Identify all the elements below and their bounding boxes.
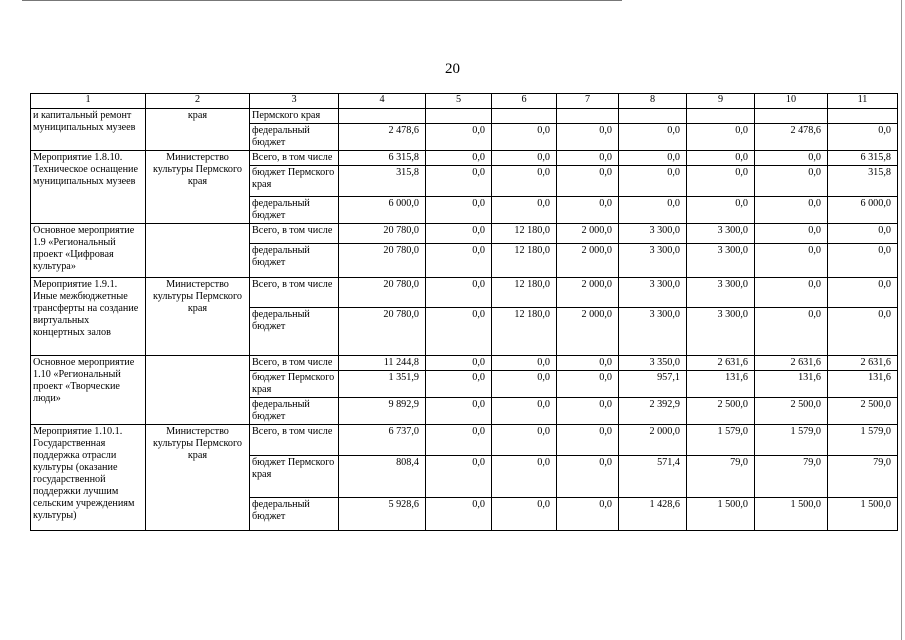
value-cell: 1 500,0 [687, 498, 755, 531]
value-cell [755, 109, 828, 124]
value-cell: 2 631,6 [828, 356, 898, 371]
value-cell: 0,0 [492, 356, 557, 371]
value-cell: 0,0 [755, 224, 828, 244]
executor-cell: Министерство культуры Пермского края [146, 425, 250, 531]
value-cell: 2 392,9 [619, 398, 687, 425]
value-cell: 20 780,0 [339, 278, 426, 308]
value-cell: 1 351,9 [339, 371, 426, 398]
value-cell: 0,0 [492, 456, 557, 498]
funding-source-cell: Пермского края [250, 109, 339, 124]
value-cell: 0,0 [492, 151, 557, 166]
value-cell: 0,0 [557, 398, 619, 425]
value-cell: 0,0 [426, 278, 492, 308]
value-cell: 0,0 [828, 278, 898, 308]
value-cell: 79,0 [755, 456, 828, 498]
value-cell: 2 631,6 [755, 356, 828, 371]
value-cell: 0,0 [557, 498, 619, 531]
scan-right-edge [901, 0, 902, 640]
value-cell: 0,0 [426, 124, 492, 151]
value-cell: 0,0 [557, 425, 619, 456]
value-cell: 2 000,0 [557, 224, 619, 244]
value-cell: 0,0 [557, 166, 619, 197]
funding-source-cell: федеральный бюджет [250, 124, 339, 151]
column-header: 4 [339, 94, 426, 109]
value-cell: 0,0 [755, 197, 828, 224]
event-name-cell: Основное мероприятие 1.10 «Региональный проект «Творческие люди» [31, 356, 146, 425]
value-cell: 0,0 [492, 197, 557, 224]
column-header: 2 [146, 94, 250, 109]
event-name-cell: Мероприятие 1.8.10. Техническое оснащение муниципальных музеев [31, 151, 146, 224]
value-cell: 20 780,0 [339, 244, 426, 278]
value-cell: 0,0 [426, 398, 492, 425]
value-cell: 0,0 [687, 124, 755, 151]
value-cell: 0,0 [619, 124, 687, 151]
value-cell [492, 109, 557, 124]
value-cell: 2 500,0 [828, 398, 898, 425]
table-row [31, 151, 898, 166]
value-cell: 0,0 [426, 197, 492, 224]
value-cell [426, 109, 492, 124]
value-cell: 0,0 [426, 308, 492, 356]
value-cell: 2 500,0 [687, 398, 755, 425]
funding-source-cell: федеральный бюджет [250, 244, 339, 278]
value-cell: 0,0 [687, 151, 755, 166]
funding-source-cell: бюджет Пермского края [250, 371, 339, 398]
value-cell: 808,4 [339, 456, 426, 498]
value-cell: 6 315,8 [339, 151, 426, 166]
value-cell: 0,0 [492, 371, 557, 398]
value-cell: 1 579,0 [687, 425, 755, 456]
value-cell: 0,0 [426, 371, 492, 398]
value-cell: 0,0 [426, 498, 492, 531]
value-cell [557, 109, 619, 124]
value-cell: 12 180,0 [492, 244, 557, 278]
value-cell: 6 315,8 [828, 151, 898, 166]
value-cell: 3 300,0 [619, 308, 687, 356]
value-cell: 11 244,8 [339, 356, 426, 371]
value-cell: 0,0 [557, 197, 619, 224]
scan-top-edge [22, 0, 622, 1]
value-cell: 0,0 [557, 456, 619, 498]
value-cell: 0,0 [557, 371, 619, 398]
value-cell: 79,0 [828, 456, 898, 498]
executor-cell [146, 356, 250, 425]
table-header-row [31, 94, 898, 109]
column-header: 11 [828, 94, 898, 109]
value-cell: 0,0 [492, 498, 557, 531]
value-cell: 12 180,0 [492, 224, 557, 244]
value-cell: 1 500,0 [828, 498, 898, 531]
value-cell: 79,0 [687, 456, 755, 498]
value-cell: 6 000,0 [828, 197, 898, 224]
value-cell: 5 928,6 [339, 498, 426, 531]
executor-cell [146, 224, 250, 278]
column-header: 6 [492, 94, 557, 109]
table-row [31, 224, 898, 244]
value-cell: 0,0 [492, 398, 557, 425]
value-cell: 2 000,0 [557, 278, 619, 308]
value-cell: 0,0 [619, 197, 687, 224]
value-cell: 20 780,0 [339, 308, 426, 356]
value-cell: 0,0 [426, 356, 492, 371]
column-header: 5 [426, 94, 492, 109]
value-cell: 0,0 [492, 425, 557, 456]
executor-cell: края [146, 109, 250, 151]
executor-cell: Министерство культуры Пермского края [146, 278, 250, 356]
value-cell: 0,0 [426, 224, 492, 244]
executor-cell: Министерство культуры Пермского края [146, 151, 250, 224]
funding-source-cell: федеральный бюджет [250, 498, 339, 531]
value-cell: 0,0 [687, 166, 755, 197]
value-cell: 315,8 [828, 166, 898, 197]
value-cell: 2 478,6 [755, 124, 828, 151]
value-cell: 6 737,0 [339, 425, 426, 456]
column-header: 9 [687, 94, 755, 109]
value-cell: 0,0 [755, 244, 828, 278]
value-cell: 3 300,0 [687, 308, 755, 356]
budget-table [30, 93, 898, 531]
value-cell: 9 892,9 [339, 398, 426, 425]
value-cell: 131,6 [687, 371, 755, 398]
funding-source-cell: Всего, в том числе [250, 224, 339, 244]
value-cell: 0,0 [755, 151, 828, 166]
value-cell: 2 631,6 [687, 356, 755, 371]
table-row [31, 109, 898, 124]
funding-source-cell: Всего, в том числе [250, 425, 339, 456]
funding-source-cell: Всего, в том числе [250, 278, 339, 308]
column-header: 3 [250, 94, 339, 109]
value-cell: 131,6 [755, 371, 828, 398]
funding-source-cell: Всего, в том числе [250, 356, 339, 371]
value-cell: 0,0 [619, 151, 687, 166]
event-name-cell: Основное мероприятие 1.9 «Региональный проект «Цифровая культура» [31, 224, 146, 278]
column-header: 1 [31, 94, 146, 109]
value-cell: 0,0 [557, 151, 619, 166]
value-cell: 0,0 [828, 308, 898, 356]
value-cell: 3 350,0 [619, 356, 687, 371]
event-name-cell: Мероприятие 1.9.1. Иные межбюджетные трансферты на создание виртуальных концертных залов [31, 278, 146, 356]
value-cell: 12 180,0 [492, 308, 557, 356]
value-cell: 0,0 [828, 124, 898, 151]
funding-source-cell: бюджет Пермского края [250, 166, 339, 197]
value-cell: 2 478,6 [339, 124, 426, 151]
value-cell: 1 428,6 [619, 498, 687, 531]
value-cell: 957,1 [619, 371, 687, 398]
value-cell: 0,0 [755, 166, 828, 197]
value-cell: 0,0 [426, 244, 492, 278]
value-cell: 20 780,0 [339, 224, 426, 244]
value-cell: 3 300,0 [619, 224, 687, 244]
value-cell: 3 300,0 [619, 278, 687, 308]
event-name-cell: Мероприятие 1.10.1. Государственная поддержка отрасли культуры (оказание государственной поддержки лучшим сельским учреждениям культуры) [31, 425, 146, 531]
value-cell: 571,4 [619, 456, 687, 498]
value-cell: 2 000,0 [557, 308, 619, 356]
value-cell: 0,0 [828, 244, 898, 278]
table-body [31, 94, 898, 531]
funding-source-cell: бюджет Пермского края [250, 456, 339, 498]
table-row [31, 356, 898, 371]
page-number: 20 [445, 61, 460, 77]
value-cell: 0,0 [426, 166, 492, 197]
funding-source-cell: Всего, в том числе [250, 151, 339, 166]
value-cell: 3 300,0 [687, 224, 755, 244]
value-cell: 1 579,0 [755, 425, 828, 456]
value-cell: 0,0 [755, 278, 828, 308]
value-cell: 0,0 [557, 356, 619, 371]
value-cell: 0,0 [492, 166, 557, 197]
value-cell: 3 300,0 [687, 244, 755, 278]
value-cell: 2 500,0 [755, 398, 828, 425]
column-header: 8 [619, 94, 687, 109]
event-name-cell: и капитальный ремонт муниципальных музеев [31, 109, 146, 151]
value-cell: 0,0 [426, 456, 492, 498]
value-cell: 3 300,0 [687, 278, 755, 308]
value-cell: 315,8 [339, 166, 426, 197]
value-cell: 2 000,0 [619, 425, 687, 456]
value-cell: 1 579,0 [828, 425, 898, 456]
column-header: 7 [557, 94, 619, 109]
column-header: 10 [755, 94, 828, 109]
funding-source-cell: федеральный бюджет [250, 308, 339, 356]
value-cell [828, 109, 898, 124]
value-cell: 0,0 [426, 425, 492, 456]
value-cell: 0,0 [687, 197, 755, 224]
value-cell: 2 000,0 [557, 244, 619, 278]
value-cell: 0,0 [755, 308, 828, 356]
funding-source-cell: федеральный бюджет [250, 398, 339, 425]
value-cell: 0,0 [557, 124, 619, 151]
value-cell: 131,6 [828, 371, 898, 398]
value-cell: 0,0 [619, 166, 687, 197]
value-cell: 3 300,0 [619, 244, 687, 278]
value-cell: 0,0 [426, 151, 492, 166]
value-cell [339, 109, 426, 124]
value-cell: 6 000,0 [339, 197, 426, 224]
value-cell: 0,0 [492, 124, 557, 151]
value-cell: 1 500,0 [755, 498, 828, 531]
value-cell [619, 109, 687, 124]
funding-source-cell: федеральный бюджет [250, 197, 339, 224]
table-row [31, 278, 898, 308]
value-cell [687, 109, 755, 124]
table-row [31, 425, 898, 456]
value-cell: 0,0 [828, 224, 898, 244]
value-cell: 12 180,0 [492, 278, 557, 308]
